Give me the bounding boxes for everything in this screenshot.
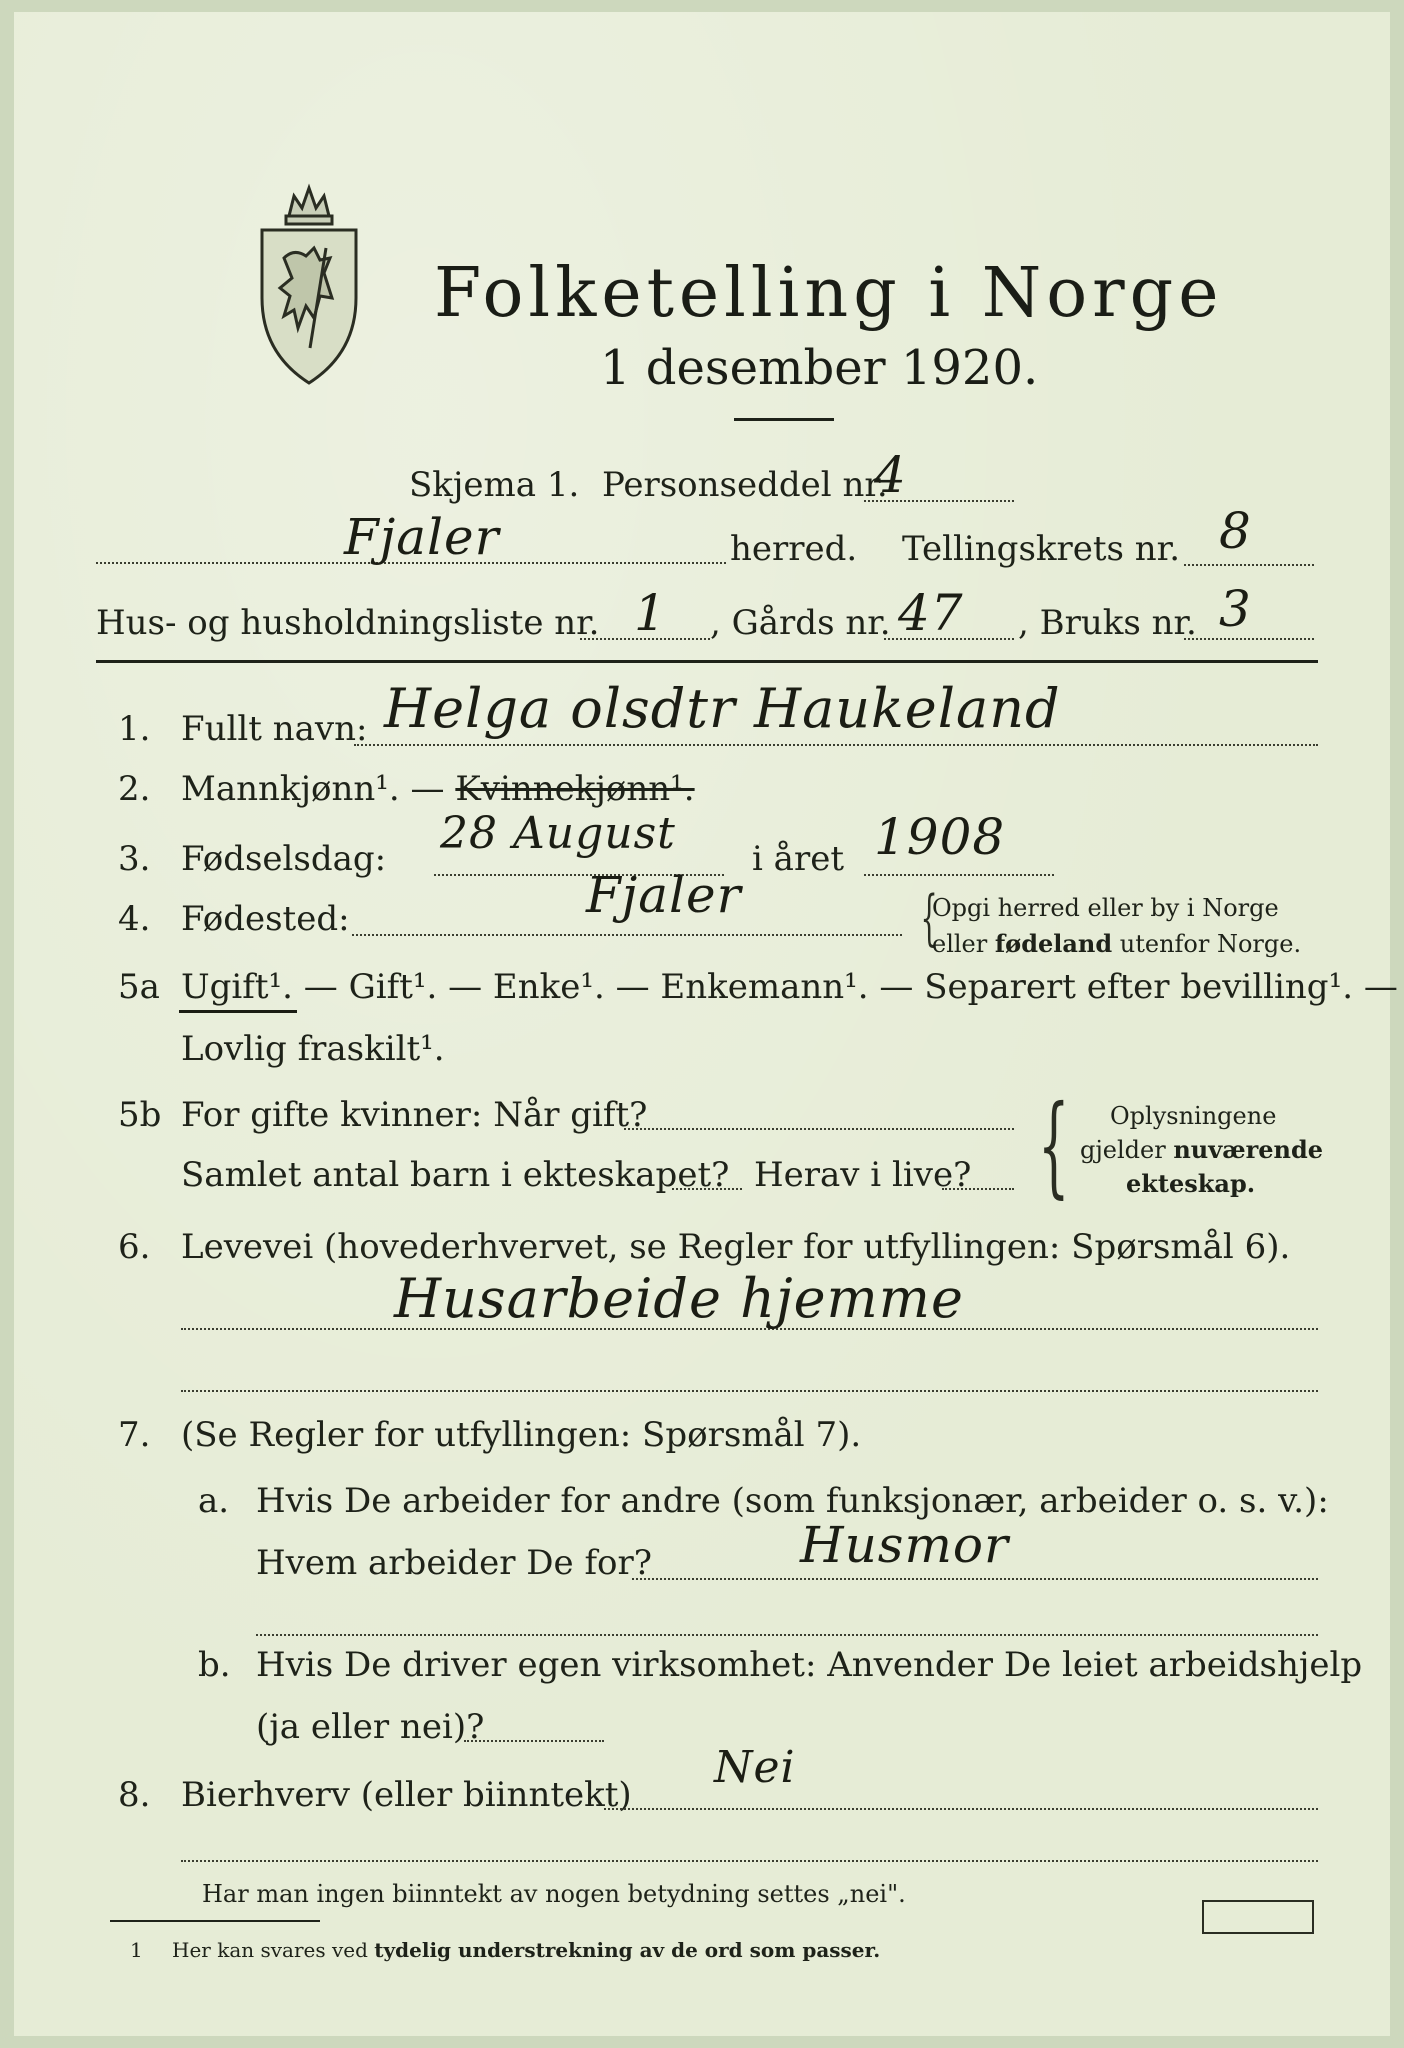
q1-line <box>354 744 1318 746</box>
q5b-note2-b: nuværende <box>1173 1135 1324 1164</box>
q7-number: 7. <box>118 1415 151 1455</box>
q5a-ugift: Ugift¹. <box>181 967 293 1007</box>
q3-year-value: 1908 <box>874 808 1006 866</box>
q8-number: 8. <box>118 1775 151 1815</box>
hus-nr-value: 1 <box>634 584 667 642</box>
q2-options <box>181 769 695 809</box>
q4-label: Fødested: <box>181 899 350 939</box>
q2-dash: — <box>399 769 456 809</box>
q8-extra-line <box>181 1860 1318 1862</box>
form-title: Folketelling i Norge <box>434 254 1224 333</box>
q5b-note2 <box>1080 1135 1324 1164</box>
herred-value: Fjaler <box>344 508 500 566</box>
bruks-nr-line <box>1184 638 1314 640</box>
q7b-line1: Hvis De driver egen virksomhet: Anvender De leiet arbeidshjelp <box>256 1645 1363 1685</box>
q7-label: (Se Regler for utfyllingen: Spørsmål 7). <box>181 1415 862 1455</box>
q4-brace: { <box>920 883 938 953</box>
q3-year-label: i året <box>752 839 844 879</box>
q2-kvinne: Kvinnekjønn¹. <box>455 769 695 809</box>
q5b-line2a: Samlet antal barn i ekteskapet? <box>181 1155 730 1195</box>
q5b-live-line <box>942 1188 1014 1190</box>
herred-label: herred. <box>730 529 858 569</box>
footer-divider <box>110 1920 320 1922</box>
q4-note1: Opgi herred eller by i Norge <box>932 894 1279 922</box>
q1-value: Helga olsdtr Haukeland <box>384 677 1061 740</box>
q3-year-line <box>864 874 1054 876</box>
header-divider <box>96 660 1318 663</box>
q4-number: 4. <box>118 899 151 939</box>
bruks-label: , Bruks nr. <box>1018 603 1197 643</box>
q3-number: 3. <box>118 839 151 879</box>
q7a-line2: Hvem arbeider De for? <box>256 1543 652 1583</box>
footnote-text <box>172 1940 880 1960</box>
q7a-line <box>632 1578 1318 1580</box>
footer-note: Har man ingen biinntekt av nogen betydning settes „nei". <box>202 1880 906 1908</box>
q5a-line2: Lovlig fraskilt¹. <box>181 1029 445 1069</box>
krets-nr-value: 8 <box>1219 502 1252 560</box>
person-nr-value: 4 <box>874 446 907 504</box>
gards-nr-value: 47 <box>898 584 964 642</box>
footnote-a: Her kan svares ved <box>172 1938 375 1962</box>
hus-label: Hus- og husholdningsliste nr. <box>96 603 600 643</box>
q5a-line1 <box>181 967 1398 1007</box>
form-date: 1 desember 1920. <box>600 340 1039 396</box>
q5b-number: 5b <box>118 1095 162 1135</box>
norwegian-coat-of-arms <box>254 178 364 388</box>
bruks-nr-value: 3 <box>1219 580 1252 638</box>
q7a-letter: a. <box>198 1481 230 1521</box>
q7a-extra-line <box>256 1634 1318 1636</box>
q4-note2 <box>932 929 1302 958</box>
q5b-note1: Oplysningene <box>1110 1102 1277 1130</box>
q5b-brace: { <box>1038 1081 1070 1209</box>
q8-line <box>604 1808 1318 1810</box>
schema-label: Skjema 1. <box>409 465 580 505</box>
q3-value: 28 August <box>440 808 676 859</box>
q1-number: 1. <box>118 709 151 749</box>
footnote-b: tydelig understrekning av de ord som passer. <box>374 1938 881 1962</box>
q4-line <box>352 934 902 936</box>
footnote-number: 1 <box>130 1938 143 1962</box>
printer-stamp <box>1202 1900 1314 1934</box>
q4-note2-c: utenfor Norge. <box>1112 930 1302 958</box>
q7b-line <box>464 1740 604 1742</box>
q5b-note3: ekteskap. <box>1126 1169 1256 1198</box>
q5a-ugift-underline <box>179 1010 297 1013</box>
q8-label: Bierhverv (eller biinntekt) <box>181 1775 632 1815</box>
q6-label: Levevei (hovederhvervet, se Regler for utfyllingen: Spørsmål 6). <box>181 1227 1291 1267</box>
q7b-letter: b. <box>198 1645 231 1685</box>
q5b-gift-line <box>624 1128 1014 1130</box>
title-divider <box>734 418 834 421</box>
q8-value: Nei <box>714 1742 796 1793</box>
q3-label: Fødselsdag: <box>181 839 387 879</box>
census-form <box>14 12 1398 2036</box>
gards-label: , Gårds nr. <box>710 603 891 643</box>
q5a-number: 5a <box>118 967 160 1007</box>
q6-value: Husarbeide hjemme <box>394 1267 964 1330</box>
krets-nr-line <box>1184 564 1314 566</box>
q5b-line1: For gifte kvinner: Når gift? <box>181 1095 648 1135</box>
q7a-line1: Hvis De arbeider for andre (som funksjonær, arbeider o. s. v.): <box>256 1481 1329 1521</box>
q6-line2 <box>181 1390 1318 1392</box>
krets-label: Tellingskrets nr. <box>902 529 1181 569</box>
q5a-rest: — Gift¹. — Enke¹. — Enkemann¹. — Separert efter bevilling¹. — <box>292 967 1398 1007</box>
q7a-value: Husmor <box>800 1516 1009 1574</box>
person-label: Personseddel nr. <box>602 465 888 505</box>
q2-mann: Mannkjønn¹. <box>181 769 400 809</box>
q4-value: Fjaler <box>586 866 742 924</box>
q2-number: 2. <box>118 769 151 809</box>
q5b-barn-line <box>672 1188 742 1190</box>
q1-label: Fullt navn: <box>181 709 368 749</box>
q4-note2-b: fødeland <box>994 929 1113 958</box>
q6-number: 6. <box>118 1227 151 1267</box>
q5b-note2-a: gjelder <box>1080 1136 1174 1164</box>
q5b-line2b: Herav i live? <box>754 1155 972 1195</box>
q7b-line2: (ja eller nei)? <box>256 1707 485 1747</box>
q4-note2-a: eller <box>932 930 995 958</box>
